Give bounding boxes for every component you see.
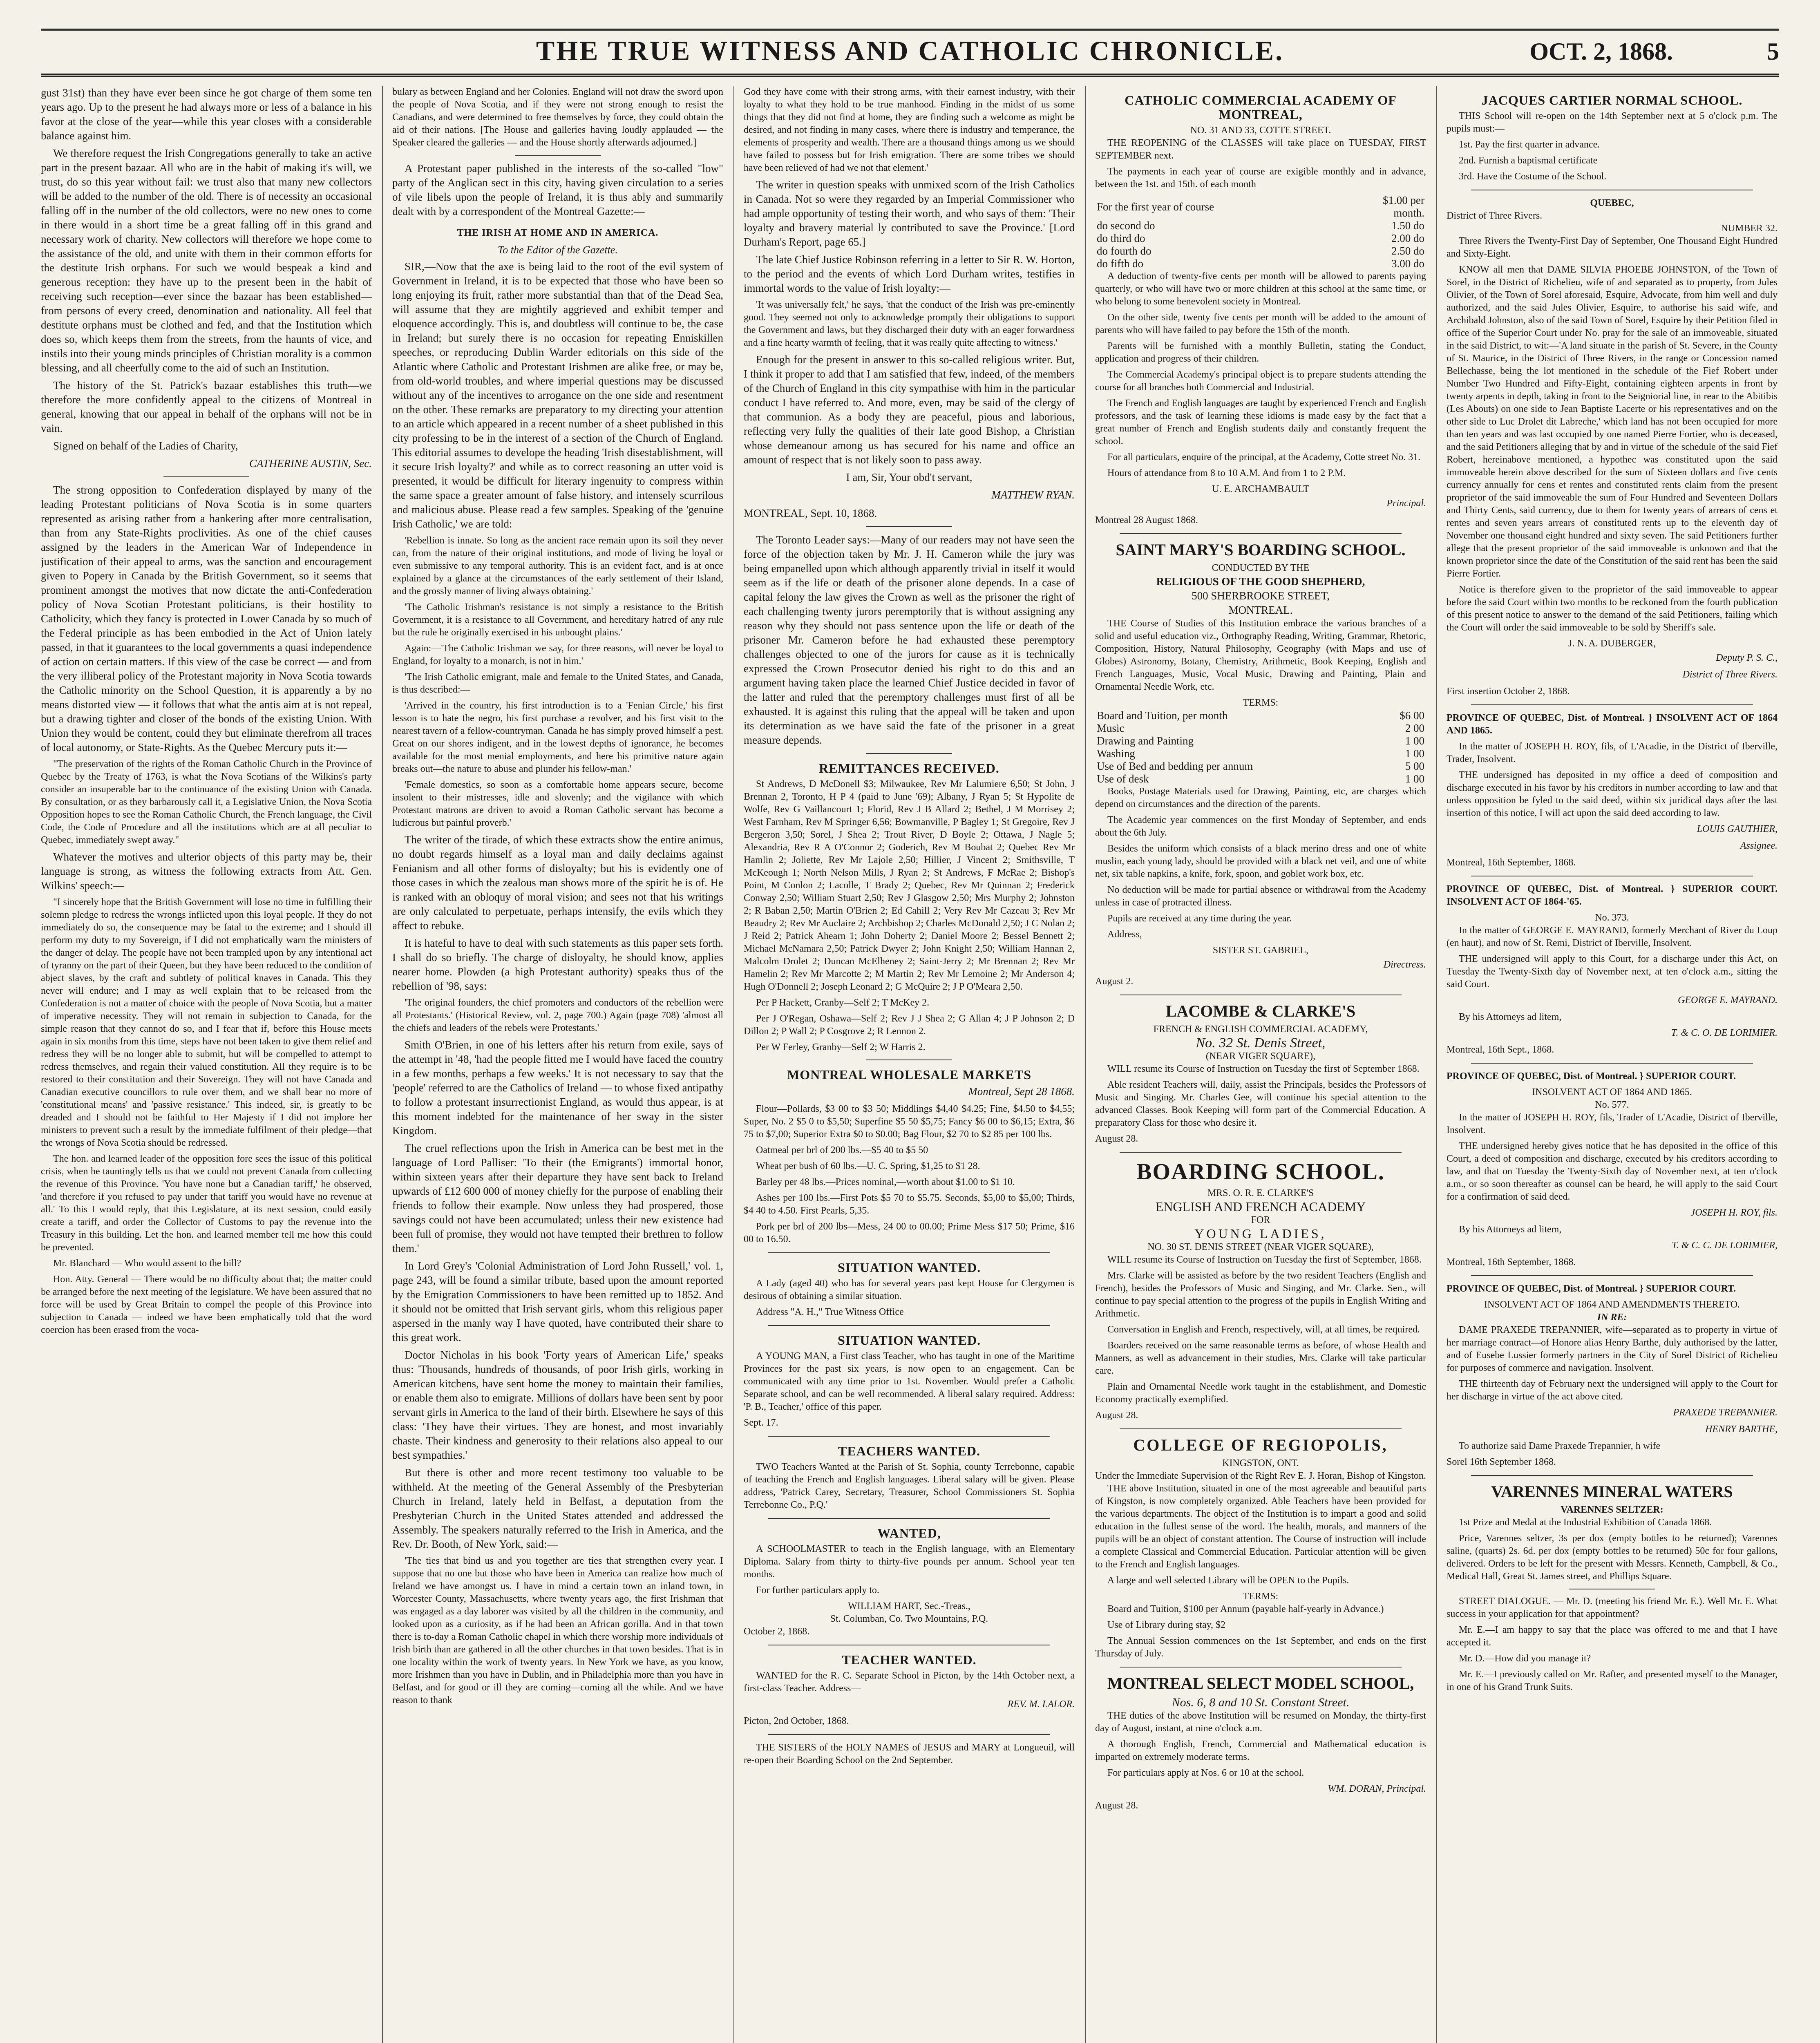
- fee-amount: 2.50 do: [1391, 245, 1424, 257]
- ad-title: BOARDING SCHOOL.: [1136, 1159, 1385, 1185]
- terms-row: [1095, 773, 1426, 785]
- ad-text: A Lady (aged 40) who has for several years past kept House for Clergymen is desirous of obtaining a similar situation.: [744, 1278, 1075, 1301]
- term-label: Music: [1097, 722, 1125, 734]
- ad-text: A thorough English, French, Commercial and Mathematical education is imparted on extremely moderate terms.: [1095, 1739, 1426, 1762]
- fee-label: For the first year of course: [1097, 200, 1214, 213]
- column-divider: [382, 86, 383, 2043]
- ad-text: STREET DIALOGUE. — Mr. D. (meeting his friend Mr. E.). Well Mr. E. What success in your application for that appointment?: [1447, 1596, 1778, 1619]
- notice-signer: LOUIS GAUTHIER,: [1697, 824, 1778, 834]
- article-paragraph: In Lord Grey's 'Colonial Administration of Lord John Russell,' vol. 1, page 243, will be found a similar tribute, based upon the amount reported by the Emigration Commissioners to have been remitted up to 1852. And it should not be omitted that Irish servant girls, whom this religious paper aspersed in the manly way I have quoted, have contributed their share to this great work.: [392, 1260, 723, 1343]
- quote-paragraph: "The preservation of the rights of the Roman Catholic Church in the Province of Quebec by the Treaty of 1763, is what the Nova Scotians of the Wilkins's party consider an insuperable bar to the continuance of the existing Union with Canada. By consultation, or as they barbarously call it, a Legislative Union, the Nova Scotia Opposition hopes to see the Roman Catholic Church, the French language, the Civil Code, the Code of Procedure and all the institutions which are at all peculiar to Quebec, immediately swept away.": [41, 759, 372, 845]
- ad-text: Price, Varennes seltzer, 3s per dox (empty bottles to be returned); Varennes saline, (quarts) 2s. 6d. per dox (empty bottles to be returned) 50c for four gallons, delivered. Orders to be left for the present with Messrs. Kenneth, Campbell, & Co., Medical Hall, Great St. James street, and Phillips Square.: [1447, 1533, 1778, 1582]
- quote-paragraph: Mr. Blanchard — Who would assent to the bill?: [53, 1258, 241, 1269]
- quote-paragraph: God they have come with their strong arms, with their earnest industry, with their loyalty to what they hold to be true manhood. Finding in the midst of us some things that they did not find at home, they are finding such a welcome as might be desired, and not finding in many cases, where there is industry and temperance, the elements of prosperity and wealth. There are a thousand things among us we should have failed to possess but for Irish emigration. There are some tribes we should have been relieved of had we not that element.': [744, 87, 1075, 173]
- ad-signer: WILLIAM HART, Sec.-Treas.,: [848, 1601, 970, 1612]
- article-paragraph: Smith O'Brien, in one of his letters after his return from exile, says of the attempt in '48, 'had the people fitted me I would have faced the country in a few months, perhaps a few weeks.' It is not necessary to say that the 'people' referred to are the Catholics of Ireland — to whose fixed antipathy to follow a protestant insurrectionist England, as would thus appear, is at this moment indebted for the maintenance of her sway in the sister Kingdom.: [392, 1039, 723, 1137]
- divider: [163, 476, 249, 477]
- divider: [1471, 704, 1753, 705]
- ad-subtitle: MRS. O. R. E. CLARKE'S: [1207, 1188, 1314, 1198]
- ad-role: Principal.: [1386, 498, 1426, 509]
- notice-signer: GEORGE E. MAYRAND.: [1678, 995, 1778, 1006]
- ad-address: 500 SHERBROOKE STREET,: [1192, 590, 1330, 602]
- column-divider: [733, 86, 734, 2043]
- term-amount: 1 00: [1405, 747, 1424, 760]
- ad-text: WILL resume its Course of Instruction on Tuesday the first of September 1868.: [1107, 1064, 1420, 1074]
- ad-text: Mrs. Clarke will be assisted as before by the two resident Teachers (English and French), besides the Professors of Music and Singing, and Mr. Clarke. Sen., will continue to pay special attention to the progress of the pupils in English Writing and Arithmetic.: [1095, 1270, 1426, 1319]
- ad-signer: WM. DORAN, Principal.: [1328, 1784, 1426, 1794]
- ad-date: August 28.: [1095, 1410, 1138, 1421]
- notice-signer: HENRY BARTHE,: [1705, 1424, 1778, 1435]
- ad-text: THE Course of Studies of this Institution embrace the various branches of a solid and useful education viz., Orthography Reading, Writing, Grammar, Rhetoric, Composition, History, Natural Philosophy, Geography (with Maps and use of Globes) Astronomy, Botany, Chemistry, Arithmetic, Book Keeping, English and French Languages, Music, Vocal Music, Drawing and Painting, Plain and Ornamental Needle Work, etc.: [1095, 618, 1426, 692]
- quote-paragraph: 'Arrived in the country, his first introduction is to a 'Fenian Circle,' his first lesson is to hate the negro, his first purchase a revolver, and his first visit to the nearest tavern of a fellow-countryman. Canada he has simply proved himself a pest. Great on our shores indigent, and in the lowest depths of ignorance, he becomes available for the most menial employments, and here his primitive nature again breaks out—the nature to abuse and plunder his fellow-man.': [392, 700, 723, 774]
- column-divider: [1085, 86, 1086, 2043]
- notice-date: Montreal, 16th September, 1868.: [1447, 1257, 1576, 1267]
- ad-subtitle: VARENNES SELTZER:: [1561, 1504, 1663, 1515]
- notice-province: QUEBEC,: [1590, 198, 1634, 208]
- ad-title: VARENNES MINERAL WATERS: [1491, 1482, 1733, 1501]
- ad-city: MONTREAL.: [1228, 604, 1293, 616]
- ad-text: A YOUNG MAN, a First class Teacher, who has taught in one of the Maritime Provinces for the past six years, is now open to an engagement. Can be communicated with any time prior to 1st. November. Would prefer a Catholic Separate school, and can be well recommended. A liberal salary required. Address: 'P. B., Teacher,' office of this paper.: [744, 1351, 1075, 1412]
- ad-text: 1st Prize and Medal at the Industrial Exhibition of Canada 1868.: [1459, 1517, 1712, 1528]
- article-paragraph: The writer in question speaks with unmixed scorn of the Irish Catholics in Canada. Not so were they regarded by an Imperial Commissioner who had ample opportunity of testing their worth, and who says of them: 'Their loyalty and bravery material ly contributed to save the Province.' [Lord Durham's Report, page 65.]: [744, 179, 1075, 248]
- ad-text: THE SISTERS of the HOLY NAMES of JESUS and MARY at Longueuil, will re-open their Boarding School on the 2nd September.: [744, 1742, 1075, 1766]
- columns: [41, 86, 1779, 2043]
- notice-text: Notice is therefore given to the proprietor of the said immoveable to appear before the said Court within two months to be reckoned from the fourth publication of this present notice to answer to the demand of the said Petitioners, failing which the Court will order the said immoveable to be sold by Sheriff's sale.: [1447, 584, 1778, 633]
- quote-paragraph: "I sincerely hope that the British Government will lose no time in fulfilling their solemn pledge to redress the wrongs inflicted upon this loyal people. If they do not immediately do so, the consequence may be fatal to the extreme; and I should ill perform my duty to my Sovereign, if I did not emphatically warn the ministers of the danger of delay. The people have not been trampled upon by any intentional act of tyranny on the part of their Queen, but they have been reduced to the condition of abject slaves, by the craft and subtlety of political knaves in Canada. This they never will endure; and I may as well explain that to be released from the Confederation is not a matter of choice with the people of Nova Scotia, but a matter of imperative necessity. They will not remain in subjection to Canada, for the simple reason that they cannot do so, and I fear that if, before this House meets again in six months from this time, steps have not been taken to give them relief and redress they will be no longer able to submit, but will be compelled to attempt to redress themselves, and regain their valued constitution. All they require is to be restored to their constitution and their Sovereign. They will not have Canada and Canadian executive councillors to rule over them, and we shall bear no more of 'constitutional means' and 'passive resistance.' This indeed, sir, is greatly to be dreaded and I should not be faithful to Her Majesty if I did not implore her ministers to prevent such a result by the immediate fulfilment of their pledge—that the wrongs of Nova Scotia should be redressed.: [41, 897, 372, 1148]
- term-label: Use of desk: [1097, 773, 1149, 785]
- dateline: MONTREAL, Sept. 10, 1868.: [744, 507, 877, 519]
- remittances-list: Per J O'Regan, Oshawa—Self 2; Rev J J Shea 2; G Allan 4; J P Johnson 2; D Dillon 2; P Wall 2; P Cosgrove 2; R Lennon 2.: [744, 1013, 1075, 1037]
- notice-text: Three Rivers the Twenty-First Day of September, One Thousand Eight Hundred and Sixty-Eight.: [1447, 236, 1778, 259]
- ad-date: Picton, 2nd October, 1868.: [744, 1716, 849, 1726]
- fee-label: do second do: [1097, 219, 1155, 232]
- newspaper-title: THE TRUE WITNESS AND CATHOLIC CHRONICLE.: [536, 35, 1284, 66]
- ad-title: TEACHER WANTED.: [842, 1652, 977, 1667]
- ad-text: The French and English languages are taught by experienced French and English professors, and the task of learning these idioms is made easy by the fact that a great number of French and English students daily and constantly frequent the school.: [1095, 398, 1426, 447]
- article-paragraph: It is hateful to have to deal with such statements as this paper sets forth. I shall do so briefly. The charge of disloyalty, he should know, applies nearer home. Plowden (a high Protestant authority) speaks thus of the rebellion of '98, says:: [392, 937, 723, 992]
- divider: [515, 155, 601, 156]
- column-2: [392, 86, 723, 2043]
- ad-date: August 2.: [1095, 976, 1134, 987]
- divider: [1120, 533, 1402, 534]
- notice-text: KNOW all men that DAME SILVIA PHOEBE JOHNSTON, of the Town of Sorel, in the District of Richelieu, wife of and separated as to property, from Jules Olivier, of the Town of Sorel aforesaid, Esquire, Advocate, from him well and duly authorized, and the said Jules Olivier, Esquire, to authorise his said wife, and Archibald Johnston, also of the said Town of Sorel, Esquire by their Petition filed in office of the Superior Court under No. pray for the sale of an immoveable, situated in the said District, to wit:—'A land situate in the parish of St. Severe, in the County of St. Maurice, in the District of Three Rivers, in the range or Concession named Bellechasse, being the lot mentioned in the schedule of the Fief Robert under Number Two Hundred and Fifty-Eight, containing eighteen arpents in front by twenty arpents in depth, taking in front to the Seigniorial line, in rear to the Abitibis (Les Abouts) on one side to Jean Baptiste Lacerte or his representatives and on the other side to Luc Drolet dit Labreche,' which land has not been occupied for more than ten years and was last occupied by one named Pierre Fortier, who is deceased, and the said Petitioners alleging that by and in virtue of the schedule of the said Fief Robert, hereinabove mentioned, a hypothec was constituted upon the said immoveable herein above described for the sum of Sixteen dollars and five cents currency annually for cens et rentes and constituted rents claim from the present proprietor of the said immoveable the sum of Four Hundred and Seventeen Dollars and Thirty Cents, said currency, due to them for twenty years of arrears of cens et rentes and seven years arrears of constituted rents up to the eleventh day of November one thousand eight hundred and sixty seven. The said Petitioners further allege that the present proprietor of the said immoveable is unknown and that the known proprietor since the date of the Constitution of the said rent has been the said Pierre Fortier.: [1447, 264, 1778, 579]
- divider: [866, 1059, 952, 1060]
- article-paragraph: SIR,—Now that the axe is being laid to the root of the evil system of Government in Ireland, it is to be expected that those who have been so long enjoying its fruit, rather more substantial than that of the Dead Sea, will assume that they are mightily aggrieved and exhibit temper and eloquence accordingly. This is, and doubtless will continue to be, the case in Ireland; but surely there is no occasion for repeating Enniskillen speeches, or reproducing Dublin Warder editorials on this side of the Atlantic where Catholic and Protestant Irishmen are alike free, or may be, from old-world troubles, and where imperial questions may be discussed without any of the incentives to arrogance on the one side and resentment on the other. These remarks are preparatory to my directing your attention to an article which appeared in a recent number of a sheet published in this city professing to be in the interest of a section of the Church of England. This editorial assumes to develope the heading 'Irish disestablishment, will it secure Irish loyalty?' and while as to correct reasoning an utter void is presented, it would be difficult for literary ingenuity to compress within the same space a greater amount of false history, and intensely scurrilous and malicious abuse. Please read a few samples. Speaking of the 'genuine Irish Catholic,' we are told:: [392, 260, 723, 530]
- notice-date: Montreal, 16th September, 1868.: [1447, 857, 1576, 868]
- ad-subtitle: FRENCH & ENGLISH COMMERCIAL ACADEMY,: [1153, 1024, 1368, 1035]
- remittances-list: Per W Ferley, Granby—Self 2; W Harris 2.: [756, 1042, 926, 1053]
- notice-text: In the matter of JOSEPH H. ROY, fils, of L'Acadie, in the District of Iberville, Trader, Insolvent.: [1447, 741, 1778, 764]
- markets-entry: Wheat per bush of 60 lbs.—U. C. Spring, $1,25 to $1 28.: [756, 1161, 980, 1171]
- divider: [1471, 1275, 1753, 1276]
- ad-subtitle: Under the Immediate Supervision of the Right Rev E. J. Horan, Bishop of Kingston.: [1095, 1471, 1426, 1481]
- column-divider: [1436, 86, 1437, 2043]
- ad-title: WANTED,: [877, 1526, 941, 1540]
- divider: [768, 1325, 1050, 1326]
- remittances-list: St Andrews, D McDonell $3; Milwaukee, Rev Mr Lalumiere 6,50; St John, J Brennan 2, Toronto, H P 4 (paid to June '69); Albany, J Ryan 5; St Hypolite de Wolfe, Rev G Vaillancourt 1; Florid, Rev J B Allard 2; Bethel, J M Morrisey 2; West Farnham, Rev M Springer 6,56; Bowmanville, P Bagley 1; St Gregoire, Rev J Bergeron 3,50; Sorel, J Shea 2; Trout River, D Boyle 2; Ottawa, J Nagle 5; Alexandria, Rev R A O'Connor 2; Goderich, Rev M Boubat 2; Quebec Rev Mr Hamlin 2; Joliette, Rev Mr Lajole 2,50; Hillier, J Vincent 2; Smithsville, T McKeough 1; North Nelson Mills, J Ryan 2; St Andrews, F McRae 2; Bishop's Point, M Conlon 2; Lacolle, T Brady 2; Quebec, Rev Mr Quinnan 2; Frederick Conway 2,50; William Stuart 2,50; Rev J Glasgow 2,50; Mrs Murphy 2; Johnston 2; R Baban 2,50; Martin O'Brien 2; Ed Cahill 2; Very Rev Mr Cazeau 3; Rev Mr Beaudry 2; Rev Mr Auclaire 2; Archbishop 2; Charles McDonald 2,50; J C Nolan 2; J Reid 2; Patrick Ahearn 1; John Doherty 2; Daniel Moore 2; Bessel Bennett 2; Michael McNamara 2,50; Patrick Dwyer 2; John Knight 2,50; William Hannan 2, Malcolm Drolet 2; Duncan McElheney 2; Saint-Jerry 2; Mr Brennan 2; Rev Mr Hamelin 2; Rev Mr Marcotte 2; M Martin 2; Rev Mr Lemoine 2; Mr Anderson 4; Hugh O'Donnell 2; Joseph Leonard 2; G McQuire 2; J P O'Meara 2,50.: [744, 779, 1075, 992]
- fees-row: [1095, 194, 1426, 219]
- terms-row: [1095, 735, 1426, 747]
- notice-text: THE thirteenth day of February next the undersigned will apply to the Court for her discharge in virtue of the act above cited.: [1447, 1379, 1778, 1402]
- fee-label: do fifth do: [1097, 257, 1143, 270]
- fee-amount: 3.00 do: [1391, 257, 1424, 270]
- page-number: 5: [1767, 38, 1779, 65]
- divider: [768, 1252, 1050, 1253]
- remittances-title: REMITTANCES RECEIVED.: [819, 761, 999, 776]
- notice-date: Montreal, 16th Sept., 1868.: [1447, 1044, 1554, 1055]
- notice-text: In the matter of JOSEPH H. ROY, fils, Trader of L'Acadie, District of Iberville, Insolvent.: [1447, 1112, 1778, 1135]
- markets-entry: Pork per brl of 200 lbs—Mess, 24 00 to 00.00; Prime Mess $17 50; Prime, $16 00 to 16.50.: [744, 1221, 1075, 1245]
- ad-text: A SCHOOLMASTER to teach in the English language, with an Elementary Diploma. Salary from thirty to thirty-five pounds per annum. School year ten months.: [744, 1544, 1075, 1580]
- ad-address: NO. 31 AND 33, COTTE STREET.: [1190, 125, 1331, 136]
- ad-text: The Academic year commences on the first Monday of September, and ends about the 6th July.: [1095, 815, 1426, 838]
- quote-paragraph: Again:—'The Catholic Irishman we say, for three reasons, will never be loyal to England, for loyalty to a monarch, is not in him.': [392, 643, 723, 666]
- ad-text: The Annual Session commences on the 1st September, and ends on the first Thursday of July.: [1095, 1636, 1426, 1659]
- notice-signer: J. N. A. DUBERGER,: [1568, 638, 1656, 649]
- ad-date: August 28.: [1095, 1133, 1138, 1144]
- ad-address: No. 32 St. Denis Street,: [1196, 1035, 1326, 1051]
- ad-text: Pupils are received at any time during the year.: [1107, 913, 1292, 924]
- signature: MATTHEW RYAN.: [991, 489, 1075, 501]
- article-paragraph: The history of the St. Patrick's bazaar establishes this truth—we therefore the more confidently appeal to the citizens of Montreal in general, knowing that our appeal in behalf of the orphans will not be in vain.: [41, 379, 372, 434]
- notice-signer: PRAXEDE TREPANNIER.: [1673, 1407, 1778, 1418]
- notice-text: To authorize said Dame Praxede Trepannier, h wife: [1459, 1441, 1661, 1451]
- ad-list-item: 3rd. Have the Costume of the School.: [1459, 171, 1607, 182]
- notice-heading: PROVINCE OF QUEBEC, Dist. of Montreal. } SUPERIOR COURT.: [1447, 1283, 1736, 1294]
- ad-title: SITUATION WANTED.: [837, 1333, 981, 1348]
- ad-title: COLLEGE OF REGIOPOLIS,: [1133, 1436, 1388, 1454]
- article-paragraph: The Toronto Leader says:—Many of our readers may not have seen the force of the objection taken by Mr. J. H. Cameron while the jury was being empanelled upon which although apparently trivial in itself it would seem as if the life or death of the prisoner alone depends. In a case of capital felony the law gives the Crown as well as the prisoner the right of each challenging twenty jurors peremptorily that is without assigning any reason why they should not pass sentence upon the life or death of the prisoner Mr. Cameron before he had exhausted these peremptory challenges objected to one of the jurors for cause as it is technically expressed the Crown Prosecutor denied his right to do this and an argument having taken place the learned Chief Justice decided in favor of the latter and ruled that the peremptory challenges must first of all be exhausted. It is against this ruling that the appeal will be taken and upon its determination as we have said the fate of the prisoner in a great measure depends.: [744, 534, 1075, 746]
- ad-list-item: 1st. Pay the first quarter in advance.: [1459, 139, 1600, 150]
- ad-subtitle: YOUNG LADIES,: [1194, 1226, 1327, 1241]
- masthead: [41, 12, 1779, 77]
- divider: [1120, 1428, 1402, 1429]
- fee-label: do third do: [1097, 232, 1145, 244]
- ad-text: A deduction of twenty-five cents per month will be allowed to parents paying quarterly, or who will have two or more children at this school at the same time, or who belong to some benevolent society in Montreal.: [1095, 271, 1426, 307]
- ad-terms: TERMS:: [1243, 1591, 1279, 1602]
- term-label: Drawing and Painting: [1097, 735, 1194, 747]
- ad-address: Nos. 6, 8 and 10 St. Constant Street.: [1172, 1696, 1350, 1709]
- quote-paragraph: The hon. and learned leader of the opposition fore sees the issue of this political crisis, when he tauntingly tells us that we could not prevent Canada from collecting the revenue of this Province. 'You have none but a Canadian tariff,' he observed, 'and therefore if you refused to pay under that tariff you would have no revenue at all.' To this I would reply, that this Legislature, at its next session, could easily create a tariff, and order the Collector of Customs to pay the revenue into the Treasury in this building. Let the hon. and learned member tell me how this could be prevented.: [41, 1153, 372, 1253]
- notice-text: THE undersigned has deposited in my office a deed of composition and discharge executed in his favor by his creditors in number according to law and that unless opposition be fyled to the said deed, within six juridical days after the last insertion of this notice, I will act upon the said deed according to law.: [1447, 770, 1778, 818]
- notice-role: Deputy P. S. C.,: [1716, 653, 1778, 663]
- terms-row: [1095, 709, 1426, 722]
- notice-role: Assignee.: [1740, 840, 1778, 851]
- ad-text: Address "A. H.," True Witness Office: [756, 1307, 904, 1317]
- quote-paragraph: Hon. Atty. General — There would be no difficulty about that; the matter could be arranged before the next meeting of the legislature. We have been assured that no force will be used by Great Britain to compel the people of this Province into subjection to Canada — indeed we have been emphatically told that the word coercion has been erased from the voca-: [41, 1274, 372, 1335]
- fee-amount: $1.00 per month.: [1383, 194, 1424, 219]
- article-paragraph: Doctor Nicholas in his book 'Forty years of American Life,' speaks thus: 'Thousands, hundreds of thousands, of poor Irish girls, working in American kitchens, have sent home the money to maintain their families, or enable them also to emigrate. Millions of dollars have been sent by poor servant girls in America to the land of their birth. Elsewhere he says of this class: 'They have their virtues. They are honest, and most invariably chaste. Their kindness and generosity to their relations also appeal to our best sympathies.': [392, 1349, 723, 1461]
- ad-subtitle: CONDUCTED BY THE: [1212, 563, 1310, 573]
- ad-date: August 28.: [1095, 1800, 1138, 1811]
- ad-subtitle: RELIGIOUS OF THE GOOD SHEPHERD,: [1156, 575, 1365, 588]
- ad-subtitle: FOR: [1251, 1215, 1270, 1225]
- notice-text: By his Attorneys ad litem,: [1459, 1012, 1562, 1022]
- notice-attorneys: T. & C. C. DE LORIMIER,: [1672, 1240, 1778, 1251]
- ad-text: TWO Teachers Wanted at the Parish of St. Sophia, county Terrebonne, capable of teaching the French and English languages. Liberal salary will be given. Please address, 'Patrick Carey, Secretary, Treasurer, School Commissioners St. Sophia Terrebonne Co., P.Q.': [744, 1462, 1075, 1510]
- notice-role: District of Three Rivers.: [1682, 669, 1778, 680]
- ad-text: Use of Library during stay, $2: [1107, 1620, 1226, 1630]
- ad-list-item: 2nd. Furnish a baptismal certificate: [1459, 155, 1598, 166]
- article-paragraph: A Protestant paper published in the interests of the so-called "low" party of the Anglican sect in this city, having given circulation to a series of vile libels upon the people of Ireland, it is thus ably and summarily dealt with by a correspondent of the Montreal Gazette:—: [392, 162, 723, 217]
- fees-row: [1095, 257, 1426, 270]
- article-paragraph: Signed on behalf of the Ladies of Charity,: [53, 440, 238, 452]
- divider: [768, 1518, 1050, 1519]
- notice-in-re: IN RE:: [1597, 1312, 1627, 1323]
- ad-text: The payments in each year of course are exigible monthly and in advance, between the 1st. and 15th. of each month: [1095, 166, 1426, 190]
- notice-text: THE undersigned will apply to this Court, for a discharge under this Act, on Tuesday the Twenty-Sixth day of November next, at ten o'clock a.m., sitting the said Court.: [1447, 954, 1778, 990]
- quote-paragraph: 'The Irish Catholic emigrant, male and female to the United States, and Canada, is thus described:—: [392, 672, 723, 695]
- ad-title: TEACHERS WANTED.: [838, 1444, 980, 1458]
- term-amount: $6 00: [1400, 709, 1424, 722]
- fees-row: [1095, 245, 1426, 257]
- ad-text: Books, Postage Materials used for Drawing, Painting, etc, are charges which depend on circumstances and the direction of the parents.: [1095, 786, 1426, 809]
- article-paragraph: But there is other and more recent testimony too valuable to be withheld. At the meeting of the General Assembly of the Presbyterian Church in Ireland, lately held in Belfast, a deputation from the Presbyterian Church in the United States attended and addressed the Assembly. The speakers naturally referred to the Irish in America, and the Rev. Dr. Booth, of New York, said:—: [392, 1466, 723, 1550]
- ad-terms: TERMS:: [1243, 697, 1279, 708]
- notice-number: No. 577.: [1595, 1100, 1629, 1110]
- quote-paragraph: 'Rebellion is innate. So long as the ancient race remain upon its soil they never can, from the nature of their original institutions, and mode of living be loyal or even submissive to any temporal authority. This is an evident fact, and is at once explained by a glance at the circumstances of the early settlement of their Island, and the grossly manner of living always obtaining.': [392, 535, 723, 597]
- term-label: Use of Bed and bedding per annum: [1097, 760, 1253, 772]
- fee-amount: 2.00 do: [1391, 232, 1424, 244]
- notice-district: District of Three Rivers.: [1447, 210, 1543, 221]
- ad-text: THIS School will re-open on the 14th September next at 5 o'clock p.m. The pupils must:—: [1447, 111, 1778, 134]
- quote-paragraph: 'The ties that bind us and you together are ties that strengthen every year. I suppose that no one but those who have been in America can realize how much of Ireland we have amongst us. I have in mind a certain town an inland town, in Worcester County, Massachusetts, where twenty years ago, the first Irishman that was engaged as a day laborer was visited by all the children in the community, and looked upon as a curiosity, as if he had been an African gorilla. And in that town there is to-day a Roman Catholic chapel in which there worship more individuals of Irish birth than are gathered in all the other churches in that town besides. That is in one locality within the work of twenty years. In New York we have, as you know, more Irishmen than you have in Dublin, and in Philadelphia more than you have in Belfast, and for good or ill they are coming—coming all the while. And we have reason to thank: [392, 1556, 723, 1705]
- markets-entry: Ashes per 100 lbs.—First Pots $5 70 to $5.75. Seconds, $5,00 to $5,00; Thirds, $4 40 to 4.50. First Pearls, 5,35.: [744, 1193, 1075, 1216]
- ad-date: Sept. 17.: [744, 1417, 778, 1428]
- ad-text: No deduction will be made for partial absence or withdrawal from the Academy unless in case of protracted illness.: [1095, 885, 1426, 908]
- fees-row: [1095, 219, 1426, 232]
- article-paragraph: bulary as between England and her Colonies. England will not draw the sword upon the people of Nova Scotia, and if they were not strong enough to resist the Canadians, and were determined to free themselves by force, they could obtain the aid of their nations. [The House and galleries having loudly applauded — the Speaker cleared the galleries — and the House shortly afterwards adjourned.]: [392, 87, 723, 148]
- issue-date: OCT. 2, 1868.: [1529, 38, 1673, 65]
- notice-text: THE undersigned hereby gives notice that he has deposited in the office of this Court, a deed of composition and discharge, executed by his creditors according to law, and that on Tuesday the Twenty-Sixth day of November next, at ten o'clock a.m., or so soon thereafter as counsel can be heard, he will apply to the said Court for a confirmation of said deed.: [1447, 1141, 1778, 1202]
- ad-title: SAINT MARY'S BOARDING SCHOOL.: [1116, 541, 1406, 559]
- divider: [768, 1734, 1050, 1735]
- ad-text: THE above Institution, situated in one of the most agreeable and beautiful parts of Kingston, is now completely organized. Able Teachers have been provided for the various departments. The object of the Institution is to impart a good and solid education in the fullest sense of the word. The health, morals, and manners of the pupils will be an object of constant attention. The Course of instruction will include a complete Classical and Commercial Education. Particular attention will be given to the French and English languages.: [1095, 1483, 1426, 1570]
- notice-text: DAME PRAXEDE TREPANNIER, wife—separated as to property in virtue of her marriage contract—of Honore alias Henry Barthe, duly authorised by the latter, and of Eusebe Lussier formerly partners in the City of Sorel District of Richelieu for purposes of commerce and navigation. Insolvent.: [1447, 1325, 1778, 1373]
- notice-heading: PROVINCE OF QUEBEC, Dist. of Montreal. } SUPERIOR COURT.: [1447, 1071, 1736, 1082]
- divider: [866, 526, 952, 527]
- terms-row: [1095, 722, 1426, 735]
- ad-title: SITUATION WANTED.: [837, 1260, 981, 1275]
- terms-row: [1095, 760, 1426, 773]
- fees-row: [1095, 232, 1426, 245]
- terms-table: [1095, 709, 1426, 785]
- ad-place: St. Columban, Co. Two Mountains, P.Q.: [830, 1614, 988, 1624]
- ad-text: The Commercial Academy's principal object is to prepare students attending the course for all branches both Commercial and Industrial.: [1095, 369, 1426, 393]
- ad-text: THE REOPENING of the CLASSES will take place on TUESDAY, FIRST SEPTEMBER next.: [1095, 138, 1426, 161]
- letter-heading: THE IRISH AT HOME AND IN AMERICA.: [457, 228, 659, 238]
- notice-heading: PROVINCE OF QUEBEC, Dist. of Montreal. } INSOLVENT ACT OF 1864 AND 1865.: [1447, 713, 1778, 736]
- article-paragraph: The writer of the tirade, of which these extracts show the entire animus, no doubt regards himself as a loyal man and daily declaims against Fenianism and all other forms of disloyalty; but his is evidently one of those cases in which the zealous man shows more of the spirit he is of. He is ranked with an obloquy of moral vision; and sees not that his writings are only calculated to perpetuate, perhaps intensify, the evils which they affect to rebuke.: [392, 834, 723, 932]
- divider: [768, 1436, 1050, 1437]
- notice-date: Sorel 16th September 1868.: [1447, 1457, 1556, 1467]
- ad-city: KINGSTON, ONT.: [1222, 1458, 1299, 1469]
- ad-text: Conversation in English and French, respectively, will, at all times, be required.: [1107, 1324, 1420, 1335]
- ad-subtitle: ENGLISH AND FRENCH ACADEMY: [1155, 1199, 1366, 1214]
- markets-entry: Flour—Pollards, $3 00 to $3 50; Middlings $4,40 $4.25; Fine, $4.50 to $4,55; Super, No. 2 $5 0 to $5,50; Superfine $5 50 $5,75; Fancy $6 00 to $6,15; Extra, $6 75 to $7,00; Superior Extra $0 to $0.00; Bag Flour, $2 70 to $2 85 per 100 lbs.: [744, 1104, 1075, 1140]
- divider: [1471, 1475, 1753, 1476]
- notice-attorneys: T. & C. O. DE LORIMIER.: [1671, 1028, 1778, 1038]
- ad-title: JACQUES CARTIER NORMAL SCHOOL.: [1481, 93, 1743, 107]
- ad-title: MONTREAL SELECT MODEL SCHOOL,: [1107, 1674, 1414, 1692]
- article-paragraph: The cruel reflections upon the Irish in America can be best met in the language of Lord Palliser: 'To their (the Emigrants') immortal honor, within sixteen years after their departure they have sent back to Ireland upwards of £12 600 000 of money chiefly for the purpose of enabling their friends to follow their example. Now unless they had prospered, those savings could not have been accumulated; unless their new existence had been full of promise, they would not have tempted their brethren to follow them.': [392, 1142, 723, 1254]
- article-paragraph: Enough for the present in answer to this so-called religious writer. But, I think it proper to add that I am satisfied that few, indeed, of the members of the Church of England in this city sympathise with him in the particular conduct I have referred to. And more, even, may be said of the clergy of that communion. As a body they are peaceful, pious and laborious, reflecting very fully the qualities of their late good Bishop, a Christian whose demeanour among us has secured for his name and office an amount of respect that is not likely soon to pass away.: [744, 353, 1075, 466]
- ad-text: Boarders received on the same reasonable terms as before, of whose Health and Manners, as well as advancement in their studies, Mrs. Clarke will take particular care.: [1095, 1340, 1426, 1376]
- column-4: [1095, 86, 1426, 2043]
- term-amount: 1 00: [1405, 773, 1424, 785]
- letter-subheading: To the Editor of the Gazette.: [498, 244, 618, 256]
- quote-paragraph: 'Female domestics, so soon as a comfortable home appears secure, become insolent to their mistresses, idle and slovenly; and the vigilance with which Protestant matrons are driven to avoid a Roman Catholic servant has become a ludicrous but painful proverb.': [392, 780, 723, 828]
- markets-entry: Barley per 48 lbs.—Prices nominal,—worth about $1.00 to $1 10.: [756, 1177, 1015, 1187]
- ad-text: WILL resume its Course of Instruction on Tuesday the first of September, 1868.: [1107, 1254, 1422, 1265]
- fee-amount: 1.50 do: [1391, 219, 1424, 232]
- notice-text: By his Attorneys ad litem,: [1459, 1224, 1562, 1235]
- divider: [1120, 1152, 1402, 1153]
- article-paragraph: Whatever the motives and ulterior objects of this party may be, their language is strong, as witness the following extracts from Att. Gen. Wilkins' speech:—: [41, 851, 372, 892]
- term-amount: 2 00: [1405, 722, 1424, 734]
- column-1: [41, 86, 372, 2043]
- ad-title: LACOMBE & CLARKE'S: [1165, 1002, 1356, 1020]
- closing: I am, Sir, Your obd't servant,: [846, 471, 973, 483]
- article-paragraph: The strong opposition to Confederation displayed by many of the leading Protestant politicians of Nova Scotia is in some quarters represented as arising rather from a hankering after more centralisation, than from any State-Rights proclivities. As one of the chief causes assigned by the leaders in the American War of Independence in justification of their appeal to arms, was the sanction and encouragement given to Popery in Canada by the British Government, so it seems that prominent amongst the motives that now dictate the anti-Confederation policy of Nova Scotian Protestant politicians, is their hostility to Catholicity, which they fancy is protected in Lower Canada by so much of the Federal principle as has been embodied in the Act of Union lately passed, in that it guarantees to the local governments a quasi independence of action on certain matters. If this view of the case be correct — and from the very illiberal policy of the Protestant majority in Nova Scotia towards the Catholic minority on the School Question, it is apparently a by no means distorted view — it follows that what the antis aim at is not repeal, but a drawing tighter and closer of the bonds of the existing Union. With Union they would be content, could they but eliminate therefrom all traces of local autonomy, or State-Rights. As the Quebec Mercury puts it:—: [41, 484, 372, 753]
- ad-role: Directress.: [1383, 959, 1426, 970]
- ad-text: Able resident Teachers will, daily, assist the Principals, besides the Professors of Music and Singing. Mr. Charles Gee, will continue his special attention to the advanced Classes. Book Keeping will form part of the Commercial Education. A preparatory Class for those who desire it.: [1095, 1080, 1426, 1128]
- notice-subheading: INSOLVENT ACT OF 1864 AND 1865.: [1532, 1087, 1692, 1097]
- ad-signer: U. E. ARCHAMBAULT: [1212, 484, 1309, 494]
- ad-text: On the other side, twenty five cents per month will be added to the amount of parents who will have failed to pay before the 15th of the month.: [1095, 312, 1426, 335]
- masthead-rule: [41, 29, 1779, 31]
- ad-date: October 2, 1868.: [744, 1626, 810, 1637]
- divider: [866, 753, 952, 754]
- notice-number: NUMBER 32.: [1721, 223, 1778, 234]
- ad-date: Montreal 28 August 1868.: [1095, 515, 1198, 525]
- remittances-list: Per P Hackett, Granby—Self 2; T McKey 2.: [756, 997, 930, 1008]
- markets-date: Montreal, Sept 28 1868.: [968, 1085, 1075, 1097]
- quote-paragraph: 'It was universally felt,' he says, 'that the conduct of the Irish was pre-eminently good. They seemed not only to acknowledge promptly their obligations to support the Government and laws, but they discharged their duty with an eager forwardness and a fine hearty warmth of feeling, that it was really quite affecting to witness.': [744, 300, 1075, 348]
- notice-date: First insertion October 2, 1868.: [1447, 686, 1570, 697]
- term-label: Washing: [1097, 747, 1135, 760]
- ad-text: WANTED for the R. C. Separate School in Picton, by the 14th October next, a first-class Teacher. Address—: [744, 1670, 1075, 1694]
- ad-text: For all particulars, enquire of the principal, at the Academy, Cotte street No. 31.: [1107, 452, 1421, 463]
- markets-title: MONTREAL WHOLESALE MARKETS: [787, 1067, 1031, 1082]
- column-3: [744, 86, 1075, 2043]
- notice-text: In the matter of GEORGE E. MAYRAND, formerly Merchant of River du Loup (en haut), and now of St. Remi, District of Iberville, Insolvent.: [1447, 925, 1778, 948]
- divider: [1471, 1063, 1753, 1064]
- ad-text: For particulars apply at Nos. 6 or 10 at the school.: [1107, 1768, 1304, 1778]
- ad-text: A large and well selected Library will be OPEN to the Pupils.: [1107, 1575, 1349, 1586]
- fee-label: do fourth do: [1097, 245, 1151, 257]
- fees-table: [1095, 194, 1426, 270]
- article-paragraph: gust 31st) than they have ever been since he got charge of them some ten years ago. Up to the present he had always more or less of a balance in his favor at the close of the year—while this year closes with a considerable balance against him.: [41, 87, 372, 142]
- notice-number: No. 373.: [1595, 912, 1629, 923]
- ad-signer: REV. M. LALOR.: [1007, 1699, 1075, 1710]
- notice-subheading: INSOLVENT ACT OF 1864 AND AMENDMENTS THERETO.: [1484, 1299, 1740, 1310]
- ad-text: Address,: [1107, 929, 1142, 940]
- quote-paragraph: 'The Catholic Irishman's resistance is not simply a resistance to the British Government, it is a resistance to all Government, and hereditary hatred of any rule but the rule he originally exercised in his unbought plains.': [392, 602, 723, 638]
- markets-entry: Oatmeal per brl of 200 lbs.—$5 40 to $5 50: [756, 1145, 928, 1156]
- notice-signer: JOSEPH H. ROY, fils.: [1690, 1207, 1778, 1218]
- ad-signer: SISTER ST. GABRIEL,: [1212, 945, 1309, 956]
- ad-address-note: (NEAR VIGER SQUARE),: [1205, 1051, 1316, 1062]
- ad-title: CATHOLIC COMMERCIAL ACADEMY OF MONTREAL,: [1125, 93, 1397, 122]
- terms-row: [1095, 747, 1426, 760]
- ad-text: Besides the uniform which consists of a black merino dress and one of white muslin, each young lady, should be provided with a black net veil, and one of white net, six table napkins, a knife, fork, spoon, and goblet work box, etc.: [1095, 843, 1426, 879]
- ad-address: NO. 30 ST. DENIS STREET (NEAR VIGER SQUARE),: [1147, 1242, 1374, 1252]
- term-amount: 1 00: [1405, 735, 1424, 747]
- ad-text: Plain and Ornamental Needle work taught in the establishment, and Domestic Economy practically exemplified.: [1095, 1381, 1426, 1405]
- ad-text: THE duties of the above Institution will be resumed on Monday, the thirty-first day of August, instant, at nine o'clock a.m.: [1095, 1710, 1426, 1734]
- ad-text: Hours of attendance from 8 to 10 A.M. And from 1 to 2 P.M.: [1107, 468, 1346, 478]
- ad-text: Board and Tuition, $100 per Annum (payable half-yearly in Advance.): [1107, 1604, 1384, 1614]
- column-5: [1447, 86, 1778, 2043]
- ad-text: Mr. E.—I previously called on Mr. Rafter, and presented myself to the Manager, in one of his Grand Trunk Suits.: [1447, 1669, 1778, 1692]
- ad-text: Parents will be furnished with a monthly Bulletin, stating the Conduct, application and progress of their children.: [1095, 341, 1426, 364]
- notice-heading: PROVINCE OF QUEBEC, Dist. of Montreal. } SUPERIOR COURT. INSOLVENT ACT OF 1864-'65.: [1447, 884, 1778, 907]
- article-paragraph: The late Chief Justice Robinson referring in a letter to Sir R. W. Horton, to the period and the events of which Lord Durham writes, testifies in immortal words to the value of Irish loyalty:—: [744, 253, 1075, 294]
- article-paragraph: We therefore request the Irish Congregations generally to take an active part in the present bazaar. All who are in the habit of making it's will, we trust, do so this year without fail: we trust also that many new collectors will be added to the number of the old. There is of necessity an occasional falling off in the number of the old collectors, were no new ones to come in there would in a short time be a great falling off in this grand and necessary work of charity. New collectors will therefore we hope come to the assistance of the old, and unite with them in their common efforts for the destitute Irish orphans. For such we would bespeak a kind and generous reception: they have up to the present been in the habit of receiving such reception—ever since the bazaar has been established—from persons of every creed, denomination and nationality. All feel that destitute orphans must be clothed and fed, and that the Institution which does so, which keeps them from the streets, from the haunts of vice, and instils into their young minds principles of Christian morality is a common blessing, and all cheerfully come to the aid of such an Institution.: [41, 147, 372, 374]
- term-label: Board and Tuition, per month: [1097, 709, 1228, 722]
- quote-paragraph: 'The original founders, the chief promoters and conductors of the rebellion were all Protestants.' (Historical Review, vol. 2, page 700.) Again (page 708) 'almost all the chiefs and leaders of the rebels were Protestants.': [392, 997, 723, 1033]
- ad-text: For further particulars apply to.: [756, 1585, 879, 1596]
- ad-text: Mr. D.—How did you manage it?: [1459, 1653, 1591, 1664]
- ad-text: Mr. E.—I am happy to say that the place was offered to me and that I have accepted it.: [1447, 1625, 1778, 1648]
- term-amount: 5 00: [1405, 760, 1424, 772]
- signature: CATHERINE AUSTIN, Sec.: [249, 457, 372, 469]
